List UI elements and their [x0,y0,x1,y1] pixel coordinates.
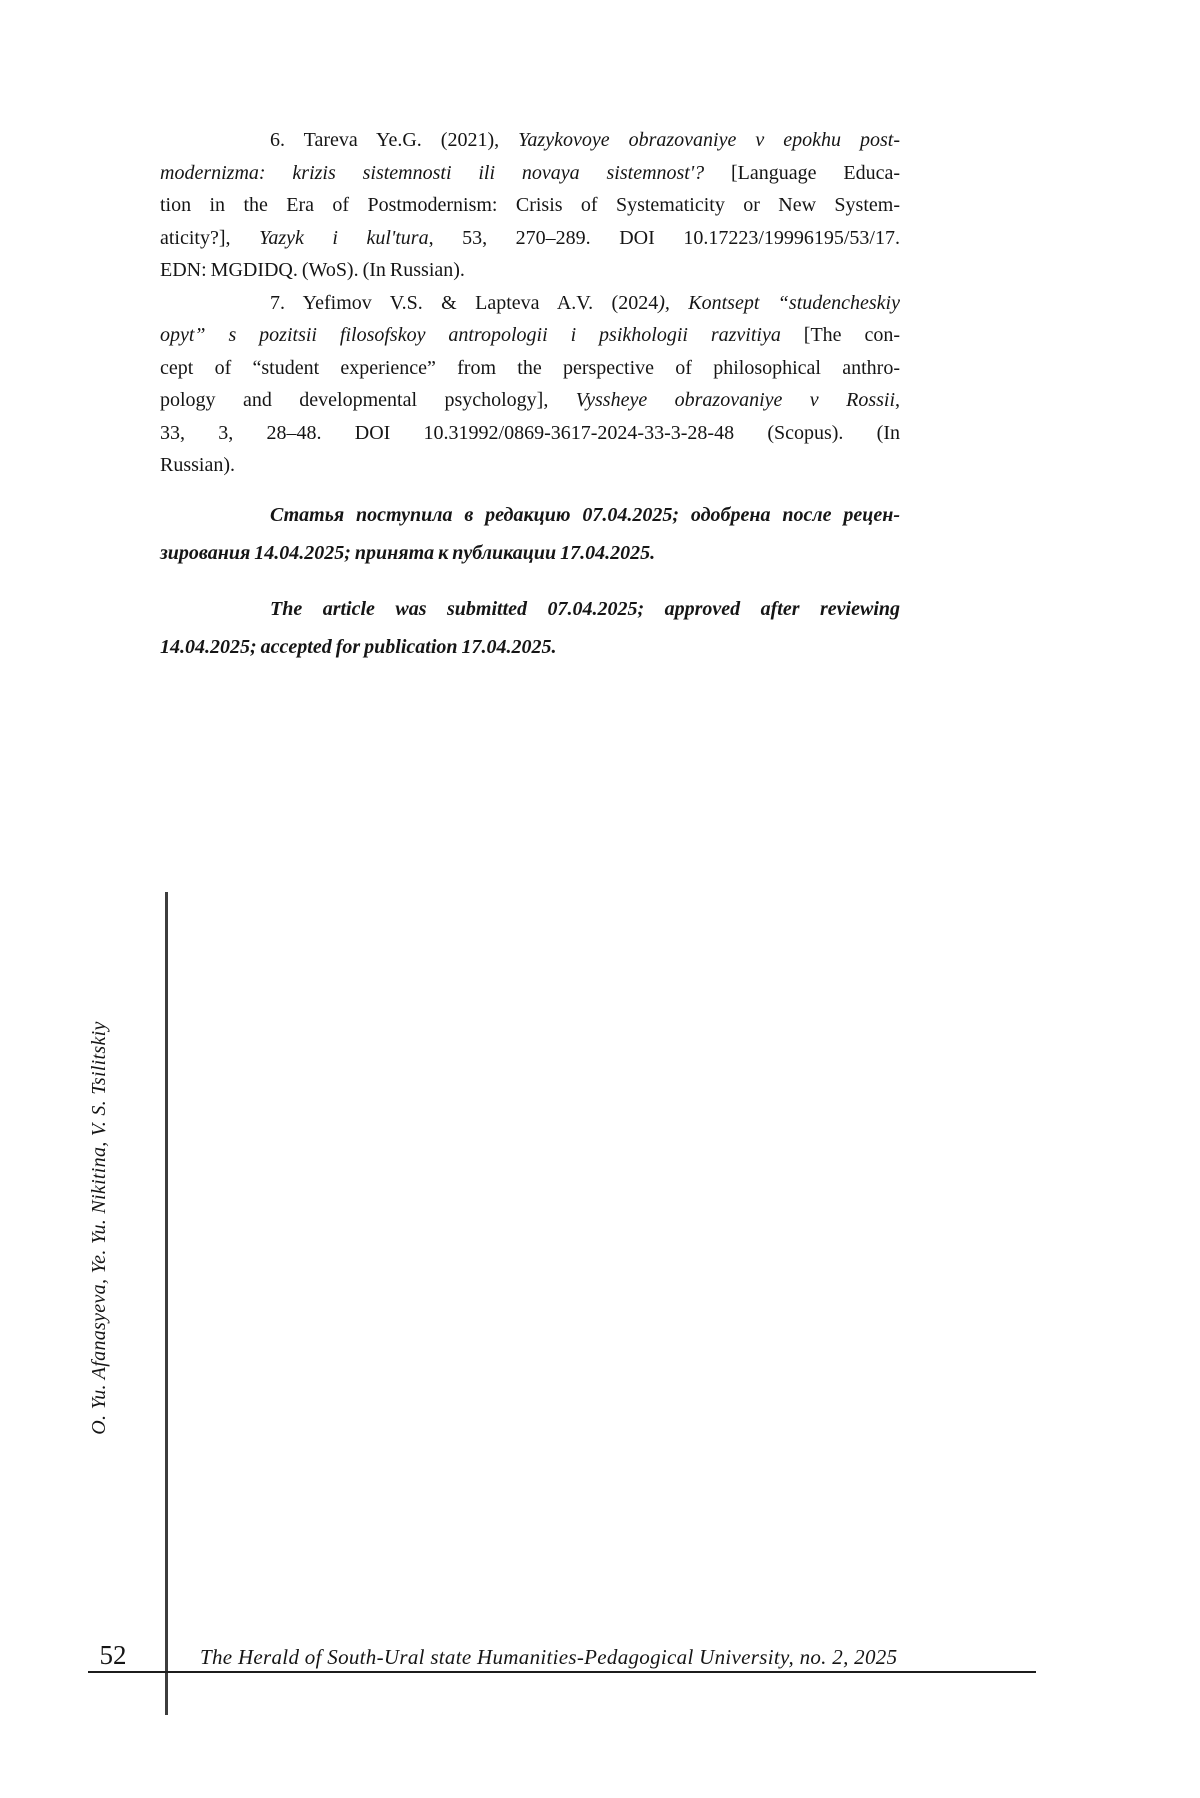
references-section [160,124,900,666]
text-line [160,222,900,255]
text-segment: [The con- [780,324,900,346]
text-segment: tion in the Era of Postmodernism: Crisis of Systematicity or New System- [160,194,900,216]
text-line [160,287,900,320]
italic-text-segment: modernizma: krizis sistemnosti ili novaya sistemnost'? [160,161,705,184]
italic-text-segment: Yazyk i kul'tura [259,226,429,249]
text-segment: , 53, 270–289. DOI 10.17223/19996195/53/17. [428,226,900,249]
text-segment: зирования 14.04.2025; принята к публикации 17.04.2025. [160,541,656,564]
italic-text-segment: ), Kontsept “studencheskiy [658,291,900,314]
sidebar-authors-text: O. Yu. Afanasyeva, Ye. Yu. Nikitina, V. S. Tsilitskiy [88,1021,110,1435]
page-number: 52 [99,1640,127,1670]
text-line [160,590,900,628]
text-line [160,254,900,287]
text-line [160,319,900,352]
italic-text-segment: opyt” s pozitsii filosofskoy antropologii i psikhologii razvitiya [160,324,781,346]
text-segment: [Language Educa- [704,161,901,184]
text-segment: aticity?], [160,226,260,249]
text-segment: 6. Tareva Ye.G. (2021), [270,129,519,151]
text-segment: EDN: MGDIDQ. (WoS). (In Russian). [160,259,465,281]
text-line [160,449,900,482]
reference-entry-6 [160,124,900,287]
margin-vertical-rule [165,892,168,1715]
text-line [160,384,900,417]
text-line [160,496,900,534]
text-segment: The article was submitted 07.04.2025; approved after reviewing [270,597,900,620]
text-line [160,124,900,157]
submission-note-russian [160,496,900,572]
submission-note-english [160,590,900,666]
text-segment: 14.04.2025; accepted for publication 17.04.2025. [160,635,557,658]
footer-horizontal-rule [88,1671,1036,1673]
italic-text-segment: Vyssheye obrazovaniye v Rossii [575,389,896,411]
reference-entry-7 [160,287,900,482]
text-segment: 7. Yefimov V.S. & Lapteva A.V. (2024 [270,291,659,314]
italic-text-segment: Yazykovoye obrazovaniye v epokhu post- [518,129,900,151]
text-segment: Статья поступила в редакцию 07.04.2025; одобрена после рецен- [270,503,900,526]
sidebar-authors [84,968,128,1488]
text-segment: Russian). [160,454,235,476]
text-segment: , [895,389,901,411]
text-line [160,352,900,385]
text-line [160,189,900,222]
text-line [160,628,900,666]
text-segment: 33, 3, 28–48. DOI 10.31992/0869-3617-2024-33-3-28-48 (Scopus). (In [160,421,900,444]
text-line [160,417,900,450]
text-segment: cept of “student experience” from the perspective of philosophical anthro- [160,356,900,379]
text-line [160,534,900,572]
text-segment: pology and developmental psychology], [160,389,576,411]
journal-footer-text: The Herald of South-Ural state Humanities-Pedagogical University, no. 2, 2025 [200,1645,898,1669]
text-line [160,157,900,190]
